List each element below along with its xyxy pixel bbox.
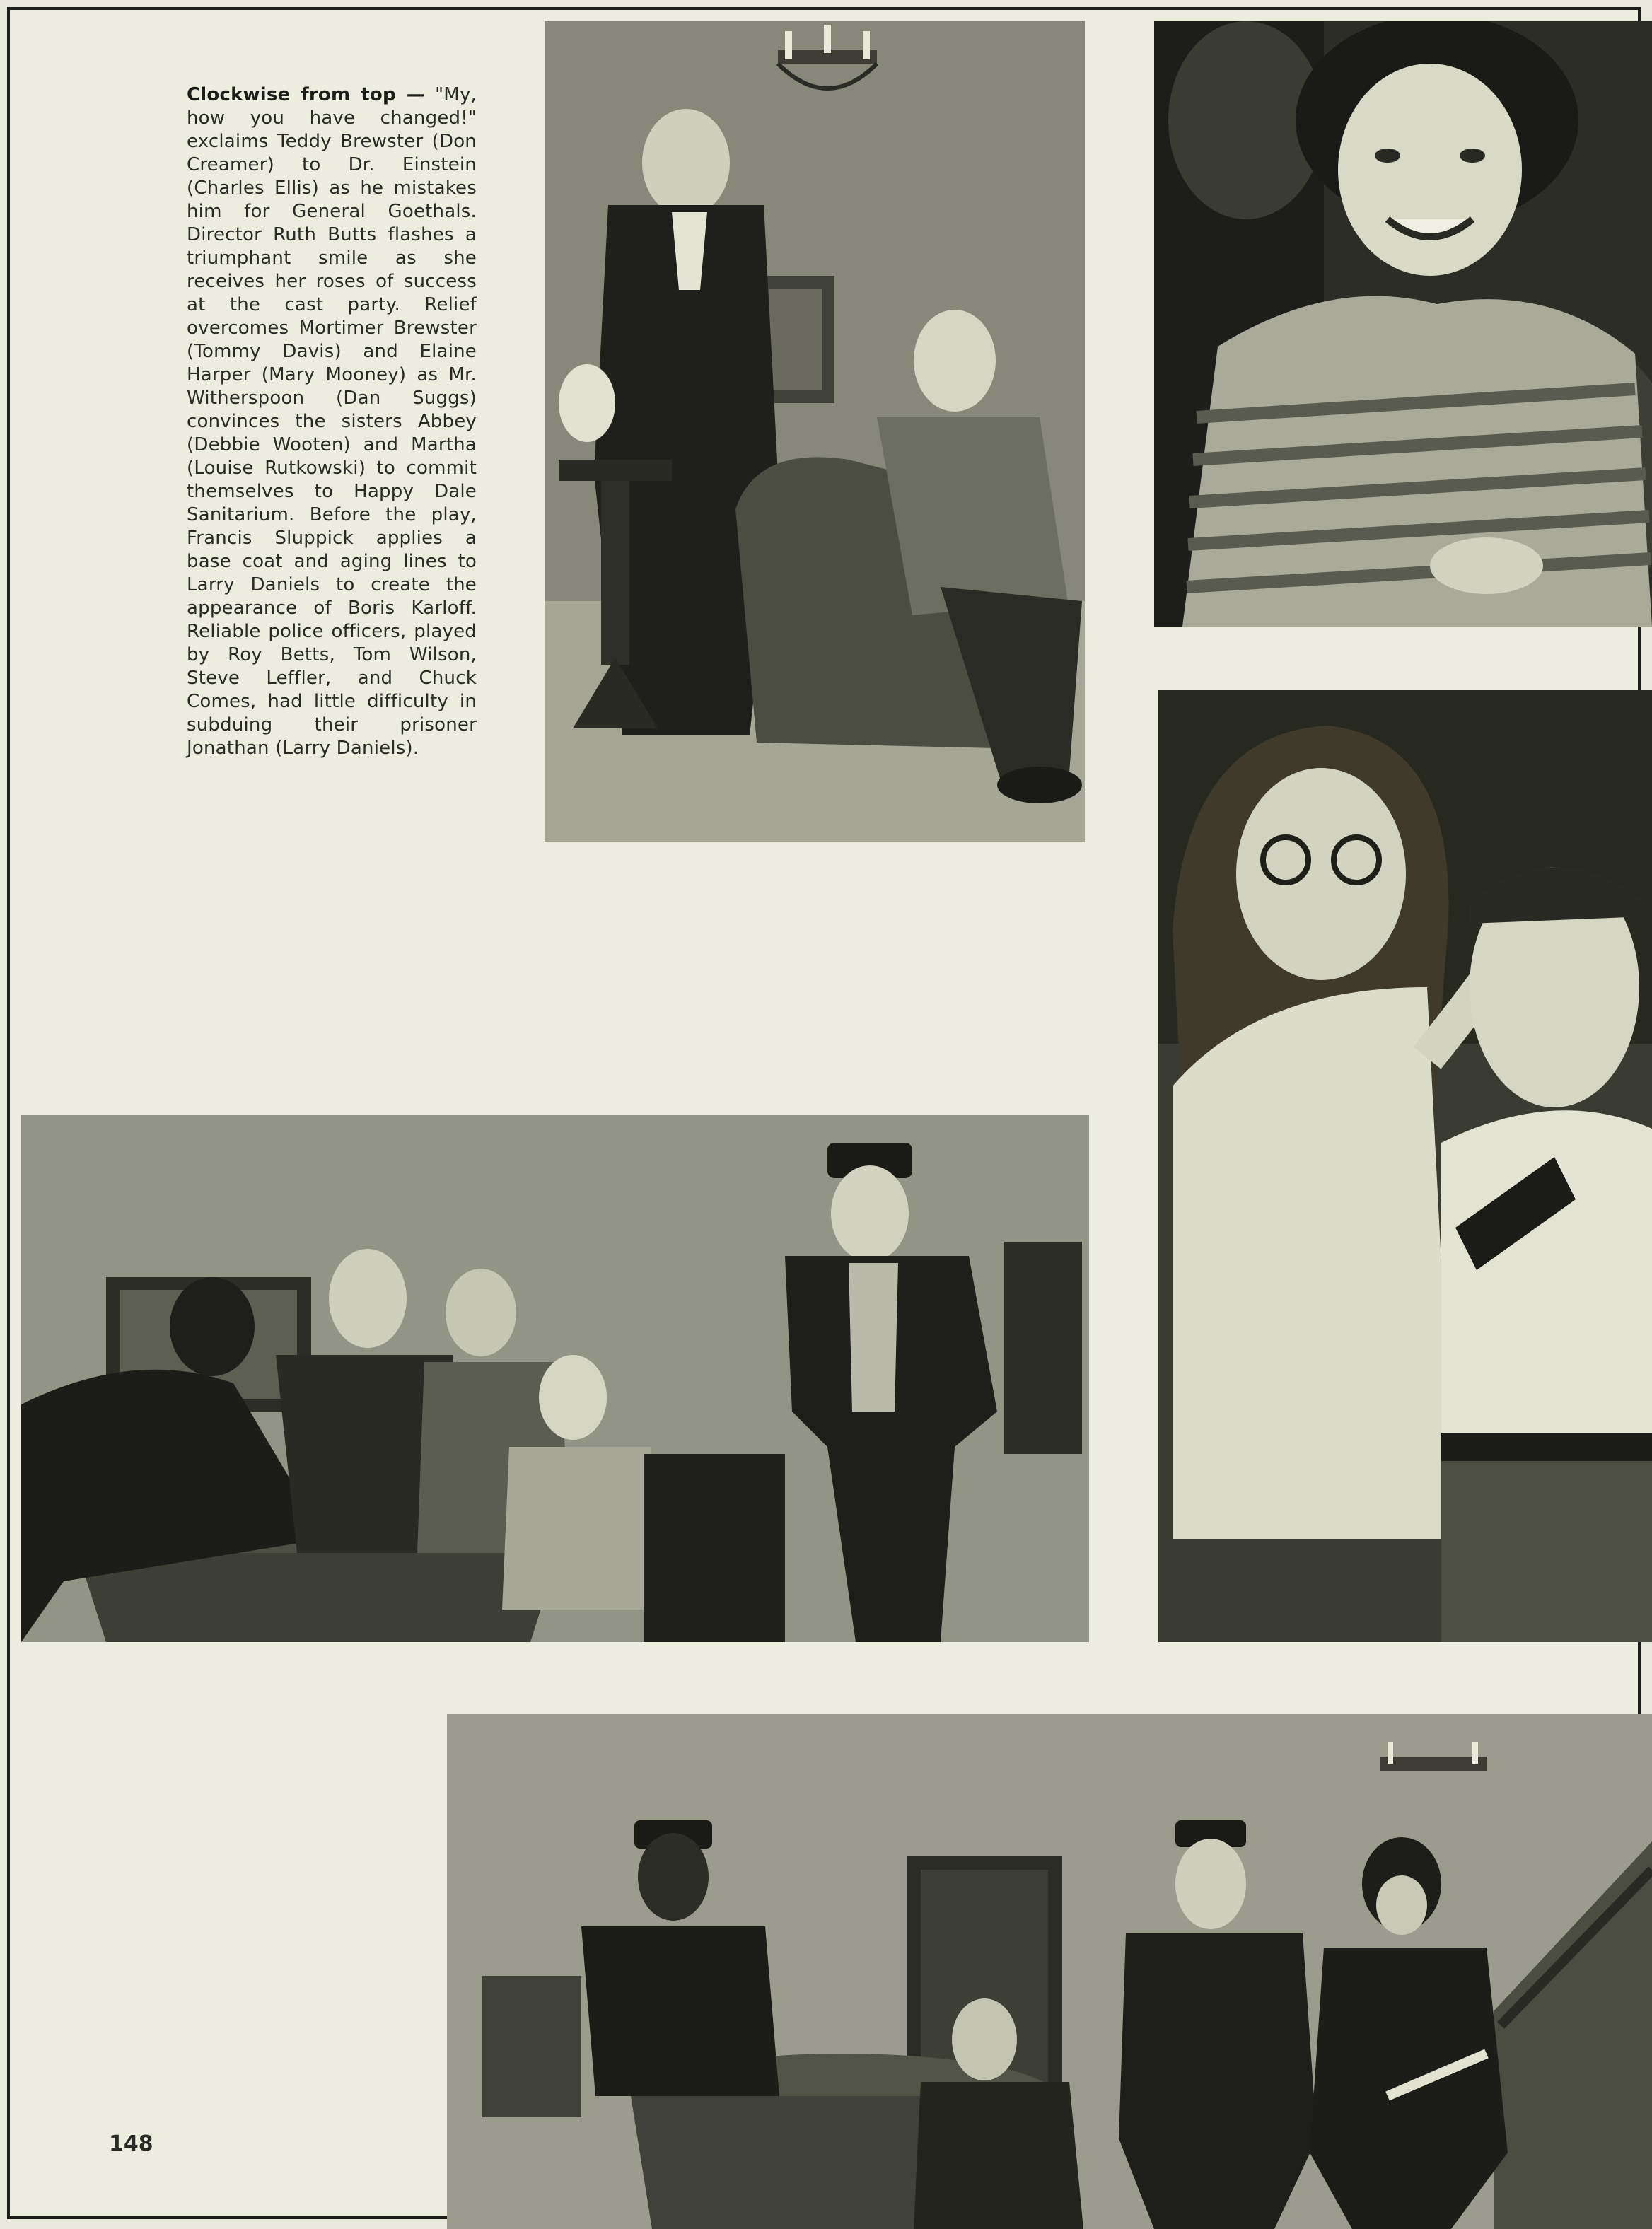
photo-witherspoon-art (21, 1114, 1089, 1642)
photo-police-officers (447, 1714, 1652, 2229)
photo-director-ruth-butts (1154, 21, 1652, 627)
photo-caption (187, 83, 477, 760)
photo-makeup-art (1158, 690, 1652, 1642)
yearbook-page (7, 7, 1641, 2219)
caption-body: "My, how you have changed!" exclaims Teddy Brewster (Don Creamer) to Dr. Einstein (Charles Ellis) as he mistakes him for General Goethals. Director Ruth Butts flashes a triumphant smile as she receives her roses of success at the cast party. Relief overcomes Mortimer Brewster (Tommy Davis) and Elaine Harper (Mary Mooney) as Mr. Witherspoon (Dan Suggs) convinces the sisters Abbey (Debbie Wooten) and Martha (Louise Rutkowski) to commit themselves to Happy Dale Sanitarium. Before the play, Francis Sluppick applies a base coat and aging lines to Larry Daniels to create the appearance of Boris Karloff. Reliable police officers, played by Roy Betts, Tom Wilson, Steve Leffler, and Chuck Comes, had little difficulty in subduing their prisoner Jonathan (Larry Daniels). (187, 84, 477, 759)
page-number: 148 (109, 2131, 153, 2156)
photo-director-art (1154, 21, 1652, 627)
photo-witherspoon-scene (21, 1114, 1089, 1642)
photo-teddy-and-einstein-art (545, 21, 1085, 842)
photo-makeup-application (1158, 690, 1652, 1642)
caption-lead: Clockwise from top — (187, 84, 425, 105)
photo-teddy-and-einstein (545, 21, 1085, 842)
photo-police-art (447, 1714, 1652, 2229)
